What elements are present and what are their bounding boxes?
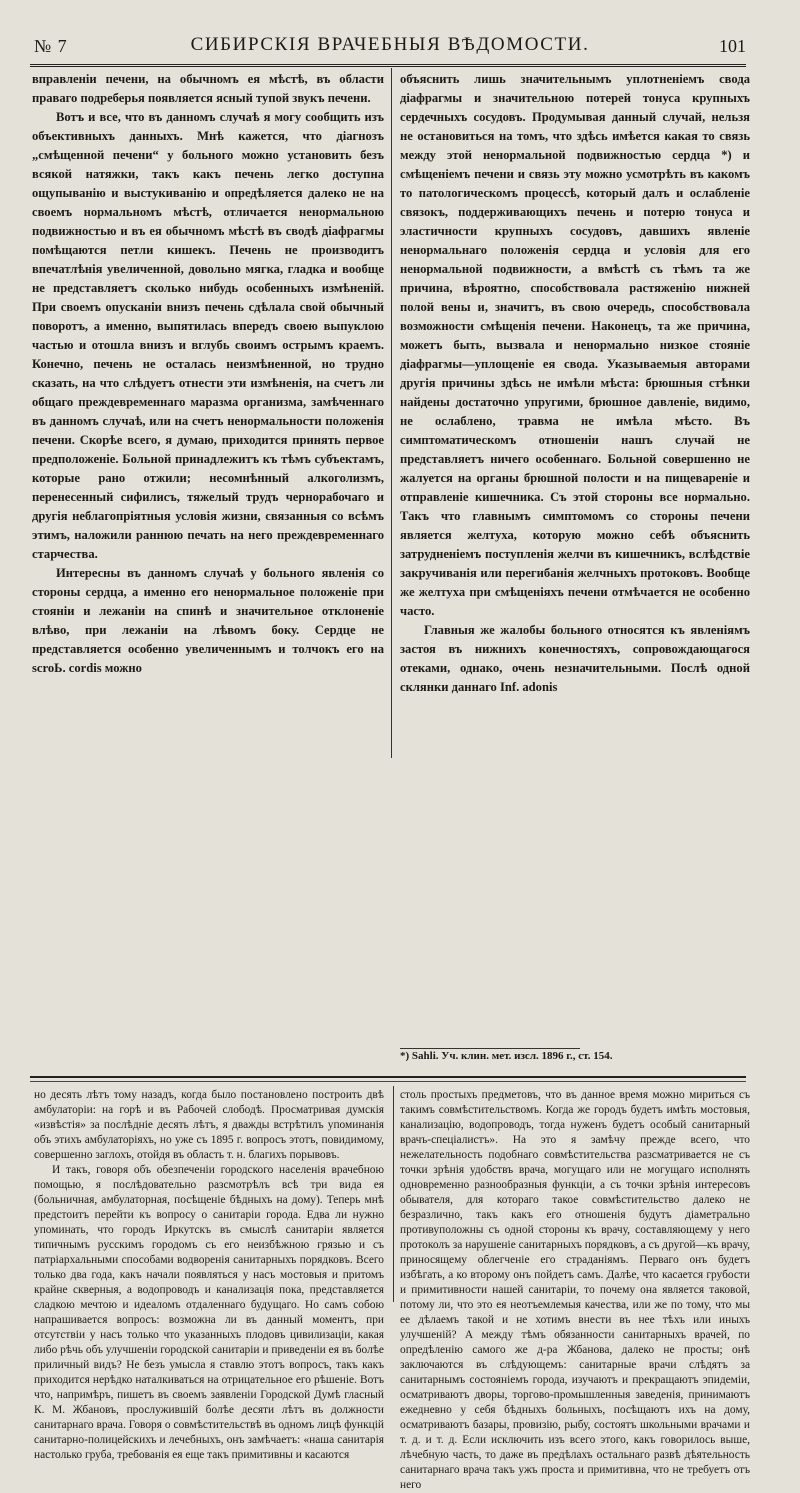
section-rule [30,1076,746,1078]
footnote-rule [400,1048,580,1049]
paragraph: Вотъ и все, что въ данномъ случаѣ я могу сообщить изъ объективныхъ данныхъ. Мнѣ кажется, что діагнозъ „смѣщенной печени“ у больного можно установить безъ всякой натяжки, такъ какъ печень легко доступна ощупыванію и выстукиванію и опредѣляется далеко не на своемъ нормальномъ мѣстѣ, отличается ненормальною подвижностью и въ ея обычномъ мѣстѣ въ сводѣ діафрагмы помѣщаются петли кишекъ. Печень не производитъ впечатлѣнія увеличенной, довольно мягка, гладка и вообще не представляетъ сколько нибудь особенныхъ измѣненій. При своемъ опусканіи внизъ печень сдѣлала свой обычный поворотъ, а именно, выпятилась впередъ своею выпуклою частью и отошла внизъ и вглубь своимъ острымъ краемъ. Конечно, печень не осталась неизмѣненной, но трудно сказать, на что слѣдуетъ отнести эти измѣненія, на счетъ ли общаго преждевременнаго маразма организма, замѣченнаго въ данномъ случаѣ, или на счетъ ненормальности положенія печени. Скорѣе всего, я думаю, приходится принять первое предположеніе. Больной принадлежитъ къ тѣмъ субъектамъ, которые рано отжили; несомнѣнный алкоголизмъ, перенесенный сифилисъ, тяжелый трудъ чернорабочаго и другія неблагопріятныя условія жизни, связанныя со всѣмъ этимъ, наложили раннюю печать на него преждевременнаго старчества. [32,110,384,561]
paragraph: вправленіи печени, на обычномъ ея мѣстѣ, въ области праваго подреберья появляется ясный тупой звукъ печени. [32,72,384,105]
paragraph: И такъ, говоря объ обезпеченіи городского населенія врачебною помощью, я послѣдовательно разсмотрѣлъ всѣ три вида ея (больничная, амбулаторная, посѣщеніе бѣдныхъ на дому). Теперь мнѣ предстоитъ перейти къ вопросу о санитаріи города. Едва ли нужно упоминать, что городъ Иркутскъ въ смыслѣ санитаріи является типичнымъ русскимъ городомъ съ его неизбѣжною грязью и съ патріархальными способами водворенія санитарныхъ порядковъ. Всего только два года, какъ начали появляться у насъ мостовыя и притомъ крайне скверныя, а водопроводъ и канализація пока, представляется сладкою мечтою и идеаломъ отдаленнаго будущаго. Но самъ собою напрашивается вопросъ: возможна ли въ данный моментъ, при отсутствіи у насъ только что указанныхъ плодовъ цивилизаціи, какая либо рѣчь объ улучшеніи городской санитаріи и приведеніи ея въ болѣе приличный видъ? Не безъ умысла я ставлю этотъ вопросъ, такъ какъ приходится нерѣдко наталкиваться на отрицательное его рѣшеніе. Вотъ что, напримѣръ, пишетъ въ своемъ заявленіи Городской Думѣ гласный К. М. Жбановъ, прослужившій болѣе десяти лѣтъ въ должности санитарнаго врача. Говоря о совмѣстительствѣ въ одномъ лицѣ функцій санитарно-полицейскихъ и лечебныхъ, онъ замѣчаетъ: «наша санитарія настолько груба, требованія ея еще такъ примитивны и касаются [34,1164,384,1461]
upper-left-column [32,70,384,678]
journal-title: СИБИРСКІЯ ВРАЧЕБНЫЯ ВѢДОМОСТИ. [190,34,590,55]
paragraph: но десять лѣтъ тому назадъ, когда было постановлено построить двѣ амбулаторіи: на горѣ и въ Рабочей слободѣ. Просматривая думскія «извѣстія» за послѣдніе десять лѣтъ, я дважды встрѣтилъ упоминанія объ этихъ амбулаторіяхъ, но уже съ 1895 г. вопросъ этотъ, повидимому, совершенно заглохъ, отойдя въ область т. н. благихъ порывовъ. [34,1089,384,1161]
header-rule [30,64,746,67]
upper-right-column [400,70,750,697]
lower-right-column [400,1088,750,1493]
column-divider [393,1086,394,1302]
page-header [34,32,746,62]
paragraph: столь простыхъ предметовъ, что въ данное время можно мириться съ такимъ совмѣстительствомъ. Когда же городъ будетъ имѣть мостовыя, канализацію, водопроводъ, тогда нуженъ будетъ особый санитарный врачъ-спеціалистъ». На это я замѣчу прежде всего, что нежелательность подобнаго совмѣстительства разсматривается не съ точки зрѣнія удобствъ врача, могущаго или не могущаго исполнять одновременно разнообразныя функціи, а съ точки зрѣнія интересовъ обывателя, для котораго такое совмѣстительство далеко не безразлично, такъ какъ его отношенія будутъ діаметрально противуположны съ одной стороны къ врачу, составляющему у него протоколъ за нарушеніе санитарныхъ порядковъ, а съ другой—къ врачу, приносящему облегченіе его страданіямъ. Перваго онъ будетъ избѣгать, а ко второму онъ пойдетъ самъ. Далѣе, что касается грубости и примитивности нашей санитаріи, то почему она является таковой, потому ли, что это ея неотъемлемыя качества, или же по тому, что мы ее дѣлаемъ такой и не хотимъ внести въ нее тѣхъ или иныхъ улучшеній? А между тѣмъ обязанности санитарныхъ врачей, по опредѣленію самого же д-ра Жбанова, далеко не просты; онѣ заключаются въ слѣдующемъ: санитарные врачи слѣдятъ за санитарнымъ состояніемъ города, изучаютъ и прекращаютъ эпидеміи, осматриваютъ дворы, торгово-промышленныя заведенія, принимаютъ ежедневно у себя бѣдныхъ больныхъ, посѣщаютъ ихъ на дому, осматриваютъ базары, провизію, рыбу, состоятъ школьными врачами и т. д. и т. д. Если исключить изъ всего этого, какъ говорилось выше, лѣчебную часть, то даже въ предѣлахъ остальнаго развѣ дѣятельность санитарнаго врача такъ ужъ проста и примитивна, что не требуетъ отъ него [400,1089,750,1491]
column-divider [391,68,392,758]
lower-left-column [34,1088,384,1463]
issue-number: № 7 [34,36,68,56]
section-rule-thin [30,1081,746,1082]
paragraph: Интересны въ данномъ случаѣ у больного явленія со стороны сердца, а именно его ненормальное положеніе при стояніи и лежаніи на спинѣ и значительное отклоненіе влѣво, при лежаніи на лѣвомъ боку. Сердце не представляется особенно увеличеннымъ и толчокъ его на scroЬ. cordis можно [32,566,384,675]
page-number: 101 [719,36,746,56]
paragraph: объяснить лишь значительнымъ уплотненіемъ свода діафрагмы и значительною потерей тонуса крупныхъ сердечныхъ сосудовъ. Продумывая данный случай, нельзя не остановиться на томъ, что здѣсь имѣется какая то связь между этой ненормальной подвижностью сердца *) и смѣщеніемъ печени и связь эту можно усмотрѣть въ какомъ то патологическомъ процессѣ, который далъ и ослабленіе связокъ, поддерживающихъ печень и потерю тонуса и эластичности крупныхъ сосудовъ, давшихъ явленіе ненормальнаго положенія сердца и условія для его ненормальной подвижности, а вмѣстѣ съ тѣмъ та же причина, вѣроятно, способствовала растяженію нижней полой вены и, значитъ, въ свою очередь, способствовала возможности смѣщенія печени. Наконецъ, та же причина, можетъ быть, вызвала и ненормально низкое стояніе діафрагмы—уплощеніе ея свода. Указываемыя авторами другія причины здѣсь не имѣли мѣста: брюшныя стѣнки найдены достаточно упругими, брюшное давленіе, видимо, не ослаблено, травма не имѣла мѣсто. Въ симптоматическомъ отношеніи нашъ случай не представляетъ ничего особеннаго. Больной совершенно не жалуется на органы брюшной полости и на пищевареніе и отправленіе кишечника. Съ этой стороны все нормально. Такъ что главнымъ симптомомъ со стороны печени является желтуха, которую можно себѣ объяснить затрудненіемъ поступленія желчи въ кишечникъ, вслѣдствіе закручиванія или перегибанія желчныхъ протоковъ. Вообще же желтуха при смѣщеніяхъ печени отмѣчается не особенно часто. [400,72,750,618]
paragraph: Главныя же жалобы больного относятся къ явленіямъ застоя въ нижнихъ конечностяхъ, сопровождающагося отеками, однако, очень незначительными. Послѣ одной склянки даннаго Inf. adonis [400,623,750,694]
footnote: *) Sahli. Уч. клин. мет. изсл. 1896 г., ст. 154. [400,1050,613,1062]
